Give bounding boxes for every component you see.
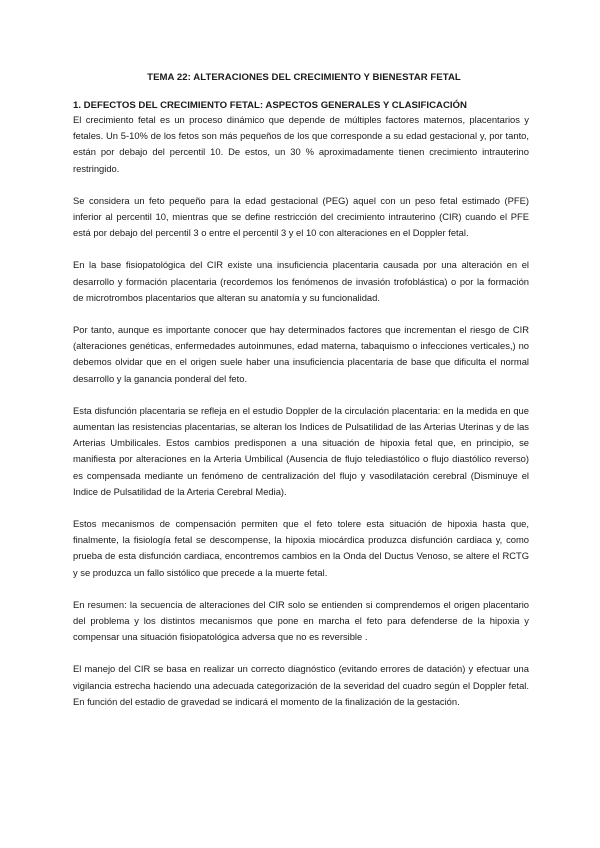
document-title: TEMA 22: ALTERACIONES DEL CRECIMIENTO Y BIENESTAR FETAL [147,72,461,83]
paragraph-pathophysiology: En la base fisiopatológica del CIR existe una insuficiencia placentaria causada por una alteración en el desarrollo y formación placentaria (recordemos los fenómenos de invasión trofoblástica) o por la formación de microtrombos placentarios que alteran su anatomía y su funcionalidad. [73,259,529,303]
paragraph-summary: En resumen: la secuencia de alteraciones del CIR solo se entienden si comprendemos el origen placentario del problema y los distintos mecanismos que pone en marcha el feto para defenderse de la hipoxia y compensar una situación fisiopatológica adversa que no es reversible . [73,598,529,643]
section-heading: 1. DEFECTOS DEL CRECIMIENTO FETAL: ASPECTOS GENERALES Y CLASIFICACIÓN [73,100,467,111]
document-content [73,72,529,726]
paragraph-peg-cir-definition: Se considera un feto pequeño para la edad gestacional (PEG) aquel con un peso fetal estimado (PFE) inferior al percentil 10, mientras que se define restricción del crecimiento intrauterino (CIR) cuando el PFE está por debajo del percentil 3 o entre el percentil 3 y el 10 con alteraciones en el Doppler fetal. [73,194,529,239]
paragraph-doppler: Esta disfunción placentaria se refleja en el estudio Doppler de la circulación placentaria: en la medida en que aumentan las resistencias placentarias, se alteran los Indices de Pulsatilidad de las Arterias Uterinas y de las Arterias Umbilicales. Estos cambios predisponen a una situación de hipoxia fetal que, en principio, se manifiesta por alteraciones en la Arteria Umbilical (Ausencia de flujo telediastólico o flujo diastólico reverso) es compensada mediante un fenómeno de centralización del flujo y vasodilatación cerebral (Disminuye el Indice de Pulsatilidad de la Arteria Cerebral Media). [73,404,529,497]
paragraph-compensation: Estos mecanismos de compensación permiten que el feto tolere esta situación de hipoxia hasta que, finalmente, la fisiología fetal se descompense, la hipoxia miocárdica produzca disfunción cardiaca y, como prueba de esta disfunción cardiaca, encontremos cambios en la Onda del Ductus Venoso, se altere el RCTG y se produzca un fallo sistólico que precede a la muerte fetal. [73,518,529,578]
paragraph-management: El manejo del CIR se basa en realizar un correcto diagnóstico (evitando errores de datación) y efectuar una vigilancia estrecha haciendo una adecuada categorización de la severidad del cuadro según el Doppler fetal. En función del estadio de gravedad se indicará el momento de la finalización de la gestación. [73,663,529,707]
paragraph-growth-overview: El crecimiento fetal es un proceso dinámico que depende de múltiples factores maternos, placentarios y fetales. Un 5-10% de los fetos son más pequeños de los que corresponde a su edad gestacional y, por tanto, están por debajo del percentil 10. De estos, un 30 % aproximadamente tienen crecimiento intrauterino restringido. [73,114,529,174]
paragraph-risk-factors: Por tanto, aunque es importante conocer que hay determinados factores que incrementan el riesgo de CIR (alteraciones genéticas, enfermedades autoinmunes, edad materna, tabaquismo o infecciones verticales,) no debemos olvidar que en el origen suele haber una insuficiencia placentaria de base que dificulta el normal desarrollo y la ganancia ponderal del feto. [73,324,529,384]
